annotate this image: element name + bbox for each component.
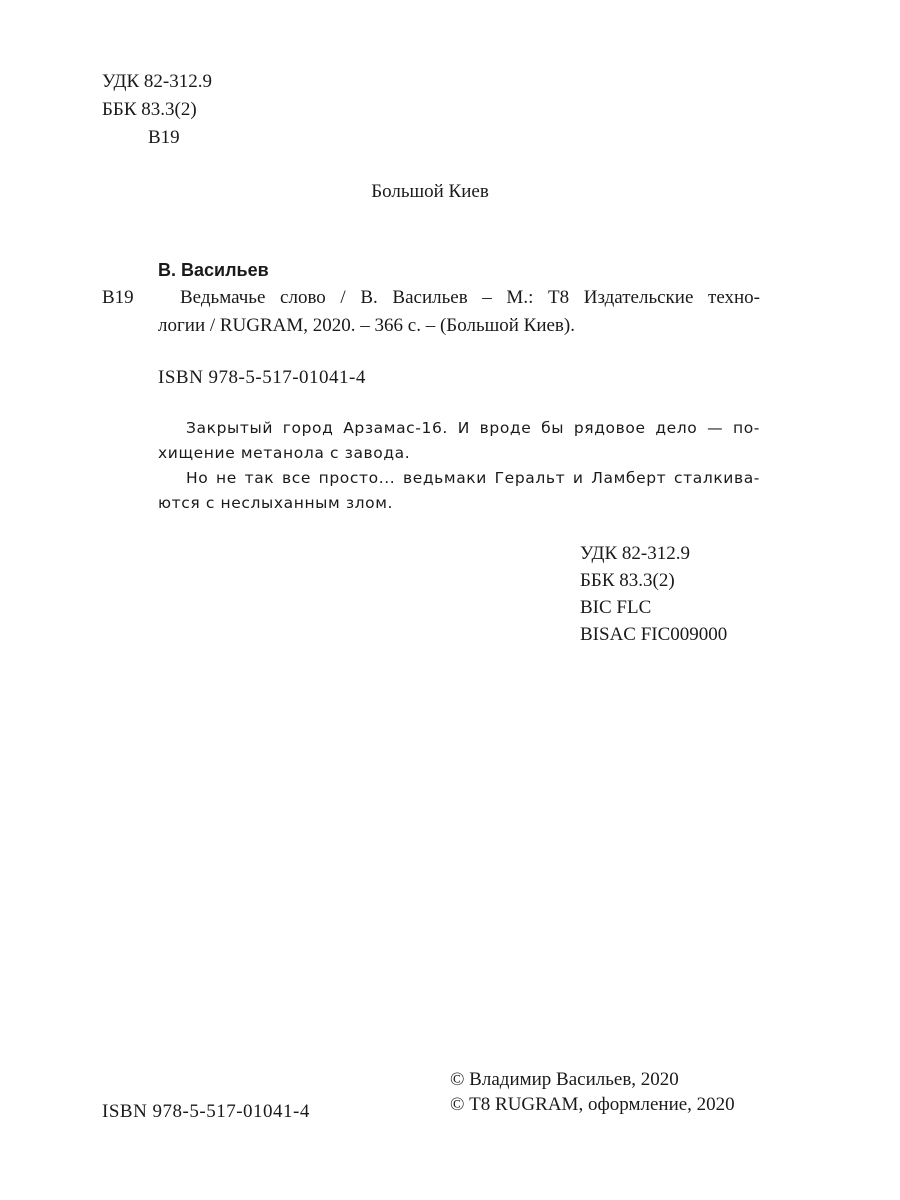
author-sign-top: В19 <box>148 127 180 148</box>
annotation-line-4: ются с неслыханным злом. <box>158 494 394 512</box>
author-sign: В19 <box>102 287 134 308</box>
classification-bic: BIC FLC <box>580 597 652 618</box>
bbk-code-top: ББК 83.3(2) <box>102 99 197 120</box>
classification-bisac: BISAC FIC009000 <box>580 624 728 645</box>
annotation-line-3: Но не так все просто... ведьмаки Геральт и Ламберт сталкива- <box>186 469 760 487</box>
classification-udk: УДК 82-312.9 <box>580 543 690 564</box>
copyright-author: © Владимир Васильев, 2020 <box>450 1069 679 1090</box>
series-heading: Большой Киев <box>371 181 489 202</box>
author-name: В. Васильев <box>158 260 269 280</box>
isbn-footer: ISBN 978-5-517-01041-4 <box>102 1101 310 1122</box>
classification-bbk: ББК 83.3(2) <box>580 570 675 591</box>
udk-code-top: УДК 82-312.9 <box>102 71 212 92</box>
bibliographic-record-line-1: Ведьмачье слово / В. Васильев – М.: Т8 Издательские техно- <box>180 287 760 308</box>
bibliographic-record-line-2: логии / RUGRAM, 2020. – 366 с. – (Большой Киев). <box>158 315 575 336</box>
annotation-line-2: хищение метанола с завода. <box>158 444 411 462</box>
isbn-record: ISBN 978-5-517-01041-4 <box>158 367 366 388</box>
annotation-line-1: Закрытый город Арзамас-16. И вроде бы рядовое дело — по- <box>186 419 760 437</box>
copyright-publisher: © Т8 RUGRAM, оформление, 2020 <box>450 1094 735 1115</box>
